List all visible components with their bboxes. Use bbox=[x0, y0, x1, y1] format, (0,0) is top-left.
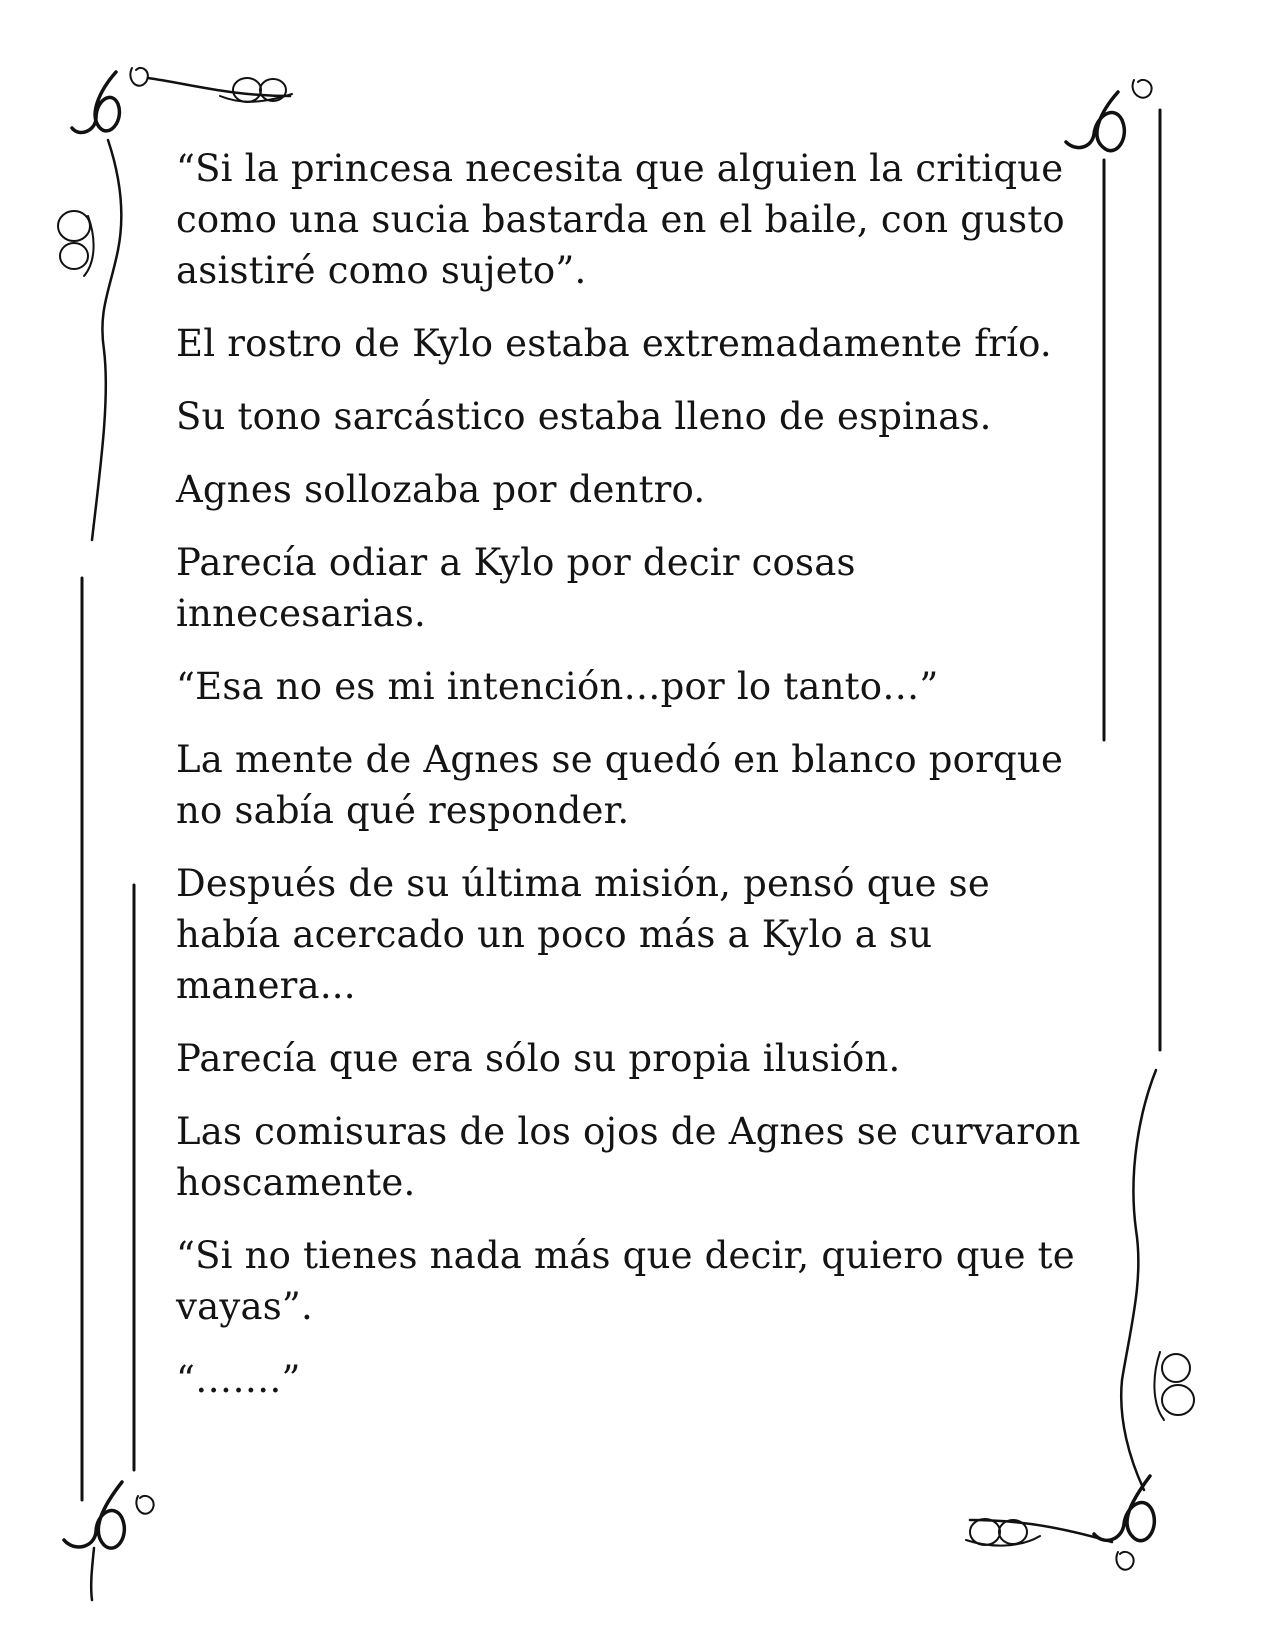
paragraph: La mente de Agnes se quedó en blanco porque no sabía qué responder. bbox=[176, 738, 1064, 832]
paragraph: “…….” bbox=[176, 1358, 301, 1401]
paragraph: Parecía que era sólo su propia ilusión. bbox=[176, 1037, 901, 1080]
paragraph: “Si la princesa necesita que alguien la critique como una sucia bastarda en el baile, con gusto asistiré como sujeto”. bbox=[176, 147, 1065, 292]
paragraph: Las comisuras de los ojos de Agnes se curvaron hoscamente. bbox=[176, 1110, 1081, 1204]
paragraph: “Esa no es mi intención…por lo tanto…” bbox=[176, 665, 939, 708]
paragraph: Después de su última misión, pensó que se había acercado un poco más a Kylo a su manera... bbox=[176, 862, 990, 1007]
story-text-block bbox=[176, 143, 1096, 1427]
flourish-top-right-icon bbox=[1066, 80, 1152, 151]
paragraph: El rostro de Kylo estaba extremadamente frío. bbox=[176, 322, 1052, 365]
flourish-bottom-left-icon bbox=[64, 1482, 154, 1600]
paragraph: “Si no tienes nada más que decir, quiero que te vayas”. bbox=[176, 1234, 1075, 1328]
paragraph: Agnes sollozaba por dentro. bbox=[176, 468, 706, 511]
paragraph: Su tono sarcástico estaba lleno de espinas. bbox=[176, 395, 992, 438]
paragraph: Parecía odiar a Kylo por decir cosas innecesarias. bbox=[176, 541, 856, 635]
